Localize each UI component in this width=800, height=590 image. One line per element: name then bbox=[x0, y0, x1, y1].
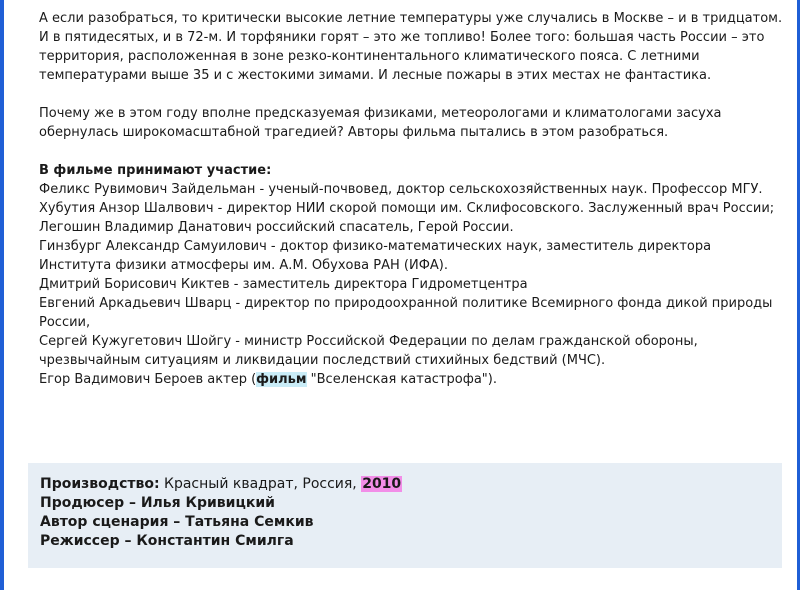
participant-text: Егор Вадимович Бероев актер ( bbox=[39, 372, 257, 387]
search-highlight-film: фильм bbox=[256, 372, 307, 387]
producer-line: Продюсер – Илья Кривицкий bbox=[40, 495, 275, 511]
production-line bbox=[40, 475, 774, 494]
left-frame-border bbox=[0, 0, 4, 590]
participants-heading: В фильме принимают участие: bbox=[39, 163, 272, 178]
participant-text-end: "Вселенская катастрофа"). bbox=[306, 372, 497, 387]
participant-item: Сергей Кужугетович Шойгу - министр Российской Федерации по делам гражданской обороны, чрезвычайным ситуациям и ликвидации последствий стихийных бедствий (МЧС). bbox=[39, 334, 698, 368]
production-value: Красный квадрат, Россия, bbox=[159, 476, 362, 492]
production-year-highlight: 2010 bbox=[362, 476, 402, 492]
article-body bbox=[39, 9, 784, 389]
article-paragraph-1: А если разобраться, то критически высокие летние температуры уже случались в Москве – и в тридцатом. И в пятидесятых, и в 72-м. И торфяники горят – это же топливо! Более того: большая часть России – это территория, расположенная в зоне резко-континентального климатического пояса. С летними температурами выше 35 и с жестокими зимами. И лесные пожары в этих местах не фантастика. bbox=[39, 11, 783, 83]
credits-box bbox=[28, 463, 782, 568]
writer-line: Автор сценария – Татьяна Семкив bbox=[40, 514, 314, 530]
director-line: Режиссер – Константин Смилга bbox=[40, 533, 294, 549]
participant-item: Легошин Владимир Данатович российский спасатель, Герой России. bbox=[39, 220, 514, 235]
participant-item: Хубутия Анзор Шалвович - директор НИИ скорой помощи им. Склифосовского. Заслуженный врач России; bbox=[39, 201, 775, 216]
credits-content bbox=[40, 475, 774, 551]
participant-item-last bbox=[39, 370, 784, 389]
participant-item: Феликс Рувимович Зайдельман - ученый-почвовед, доктор сельскохозяйственных наук. Профессор МГУ. bbox=[39, 182, 763, 197]
participants-list bbox=[39, 180, 784, 389]
participant-item: Дмитрий Борисович Киктев - заместитель директора Гидрометцентра bbox=[39, 277, 528, 292]
participant-item: Евгений Аркадьевич Шварц - директор по природоохранной политике Всемирного фонда дикой природы России, bbox=[39, 296, 773, 330]
participant-item: Гинзбург Александр Самуилович - доктор физико-математических наук, заместитель директора Института физики атмосферы им. А.М. Обухова РАН (ИФА). bbox=[39, 239, 712, 273]
article-paragraph-2: Почему же в этом году вполне предсказуемая физиками, метеорологами и климатологами засуха обернулась широкомасштабной трагедией? Авторы фильма пытались в этом разобраться. bbox=[39, 106, 722, 140]
production-label: Производство: bbox=[40, 476, 160, 492]
